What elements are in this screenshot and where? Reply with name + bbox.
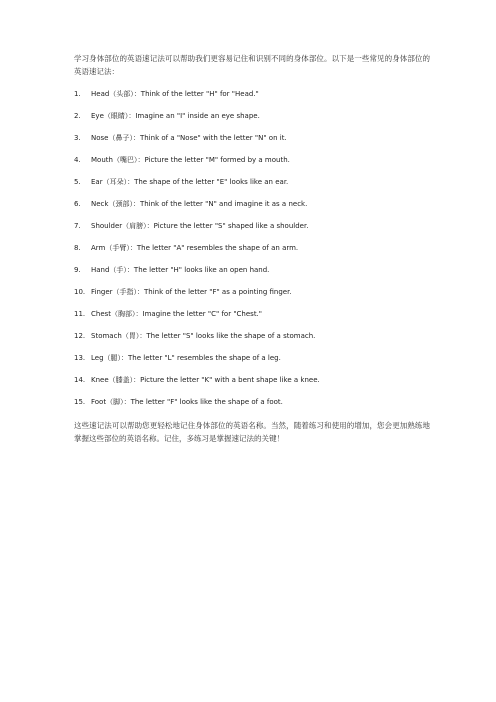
list-item <box>74 177 430 187</box>
list-item-text: Leg（腿）：The letter "L" resembles the shape of a leg. <box>91 354 281 362</box>
list-item-number: 3. <box>74 134 81 142</box>
intro-paragraph: 学习身体部位的英语速记法可以帮助我们更容易记住和识别不同的身体部位。以下是一些常见的身体部位的英语速记法： <box>74 54 430 76</box>
list-item-number: 5. <box>74 178 81 186</box>
list-item <box>74 353 430 363</box>
list-item-text: Head（头部）：Think of the letter "H" for "Head." <box>91 90 259 98</box>
list-item-number: 4. <box>74 156 81 164</box>
list-item-number: 10. <box>74 288 86 296</box>
list-item-text: Arm（手臂）：The letter "A" resembles the shape of an arm. <box>91 244 299 252</box>
list-item-number: 6. <box>74 200 81 208</box>
list-item-number: 12. <box>74 332 86 340</box>
list-item-number: 14. <box>74 376 86 384</box>
list-item-text: Foot（脚）：The letter "F" looks like the shape of a foot. <box>91 398 283 406</box>
list-item-text: Finger（手指）：Think of the letter "F" as a pointing finger. <box>91 288 292 296</box>
list-item <box>74 221 430 231</box>
list-item-number: 9. <box>74 266 81 274</box>
list-item <box>74 265 430 275</box>
list-item <box>74 309 430 319</box>
list-item-text: Ear（耳朵）：The shape of the letter "E" looks like an ear. <box>91 178 289 186</box>
list-item-number: 2. <box>74 112 81 120</box>
list-item-text: Mouth（嘴巴）：Picture the letter "M" formed by a mouth. <box>91 156 290 164</box>
list-item-text: Neck（颈部）：Think of the letter "N" and imagine it as a neck. <box>91 200 308 208</box>
list-item-number: 11. <box>74 310 86 318</box>
list-item-text: Nose（鼻子）：Think of a "Nose" with the letter "N" on it. <box>91 134 287 142</box>
list-item-number: 7. <box>74 222 81 230</box>
list-item <box>74 111 430 121</box>
list-item <box>74 397 430 407</box>
list-item <box>74 199 430 209</box>
closing-paragraph: 这些速记法可以帮助您更轻松地记住身体部位的英语名称。当然，随着练习和使用的增加，您会更加熟练地掌握这些部位的英语名称。记住，多练习是掌握速记法的关键！ <box>74 421 430 443</box>
list-item-text: Shoulder（肩膀）：Picture the letter "S" shaped like a shoulder. <box>91 222 309 230</box>
list-item-number: 15. <box>74 398 86 406</box>
list-item-text: Eye（眼睛）：Imagine an "I" inside an eye shape. <box>91 112 260 120</box>
list-item-number: 8. <box>74 244 81 252</box>
list-item <box>74 89 430 99</box>
list-item <box>74 331 430 341</box>
list-item-number: 13. <box>74 354 86 362</box>
list-item-number: 1. <box>74 90 81 98</box>
list-item <box>74 287 430 297</box>
list-item <box>74 243 430 253</box>
list-item-text: Stomach（胃）：The letter "S" looks like the shape of a stomach. <box>91 332 316 340</box>
list-item-text: Knee（膝盖）：Picture the letter "K" with a bent shape like a knee. <box>91 376 320 384</box>
mnemonic-list <box>74 89 430 407</box>
document-page <box>74 52 430 445</box>
list-item-text: Hand（手）：The letter "H" looks like an open hand. <box>91 266 270 274</box>
list-item <box>74 375 430 385</box>
list-item <box>74 133 430 143</box>
list-item-text: Chest（胸部）：Imagine the letter "C" for "Chest." <box>91 310 263 318</box>
list-item <box>74 155 430 165</box>
